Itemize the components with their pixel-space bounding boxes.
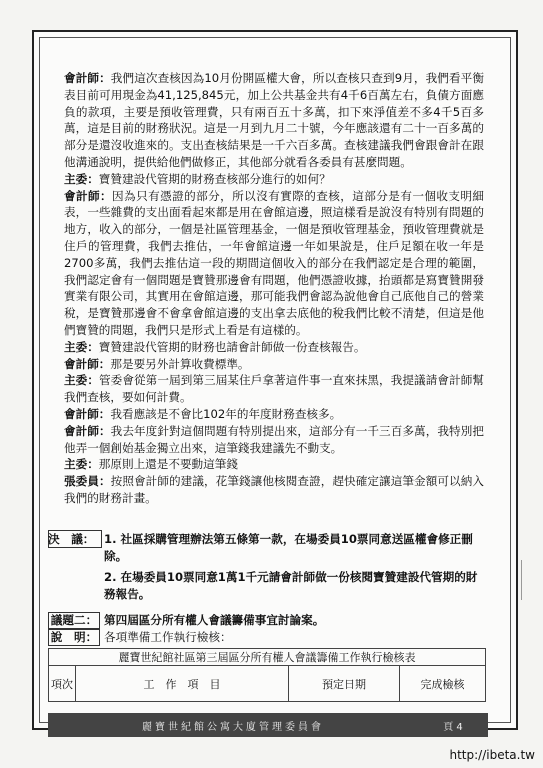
footer-bar bbox=[48, 713, 488, 737]
paragraph-text: 我看應該是不會比102年的年度財務查核多。 bbox=[110, 406, 342, 421]
minutes-paragraph bbox=[64, 473, 484, 507]
minutes-body bbox=[64, 70, 484, 507]
minutes-paragraph bbox=[64, 70, 484, 171]
speaker-label: 主委： bbox=[64, 339, 99, 354]
minutes-paragraph bbox=[64, 406, 484, 423]
agenda-item-label: 議題二： bbox=[48, 612, 100, 629]
paragraph-text: 那是要另外計算收費標準。 bbox=[110, 356, 250, 371]
minutes-paragraph bbox=[64, 456, 484, 473]
page-number: 頁 4 bbox=[443, 721, 463, 733]
agenda-item-row bbox=[48, 612, 488, 629]
paragraph-text: 因為只有憑證的部分，所以沒有實際的查核，這部分是有一個收支明細表，一些雜費的支出面看起來都是用在會館這邊，照這樣看是說沒有特別有問題的地方，收入的部分，一個是社區管理基金，一個是預收管理基金，預收管理費就是住戶的管理費，我們去推估，一年會館這邊一年如果說是，住戶足額在收一年是2700多萬，我們去推估這一段的期間這個收入的部分在我們認定是合理的範圍，我們認定會有一個問題是寶贊那邊會有問題，他們憑證收據，抬頭都是寫寶贊開發實業有限公司，其實用在會館這邊，那可能我們會認為說他會自己底他自己的營業稅，是寶贊那邊會不會拿會館這邊的支出拿去底他的稅我們比較不清楚，但這是他們寶贊的問題，我們只是形式上看是有這樣的。 bbox=[64, 188, 484, 337]
speaker-label: 會計師： bbox=[64, 356, 111, 371]
table-header-item-no: 項次 bbox=[49, 666, 76, 702]
speaker-label: 會計師： bbox=[64, 423, 111, 438]
paragraph-text: 那原則上還是不要動這筆錢 bbox=[98, 457, 238, 472]
speaker-label: 會計師： bbox=[64, 71, 111, 85]
resolution-label: 決 議： bbox=[48, 532, 95, 546]
paragraph-text: 寶贊建設代管期的財務也請會計師做一份查核報告。 bbox=[98, 339, 366, 354]
scan-edge-mark bbox=[521, 560, 528, 600]
minutes-paragraph bbox=[64, 356, 484, 373]
agenda-desc-row bbox=[48, 629, 488, 646]
watermark: http://ibeta.tw bbox=[449, 748, 535, 762]
minutes-paragraph bbox=[64, 188, 484, 339]
resolution-item: 2. 在場委員10票同意1萬1千元請會計師做一份核閱寶贊建設代管期的財務報告。 bbox=[104, 570, 478, 601]
agenda-desc-text: 各項準備工作執行檢核： bbox=[104, 630, 232, 644]
resolution-items bbox=[104, 531, 484, 607]
checklist-table-title: 麗寶世紀館社區第三屆區分所有權人會議籌備工作執行檢核表 bbox=[49, 649, 486, 666]
agenda-section bbox=[48, 612, 488, 646]
table-header-task: 工 作 項 目 bbox=[76, 666, 289, 702]
speaker-label: 會計師： bbox=[64, 188, 113, 203]
speaker-label: 主委： bbox=[64, 457, 99, 472]
resolution-item: 1. 社區採購管理辦法第五條第一款，在場委員10票同意送區權會修正刪除。 bbox=[104, 532, 473, 563]
speaker-label: 主委： bbox=[64, 171, 99, 186]
speaker-label: 主委： bbox=[64, 373, 100, 388]
paragraph-text: 管委會從第一屆到第三屆某住戶拿著這件事一直來抹黑，我提議請會計師幫我們查核，要如何計費。 bbox=[64, 373, 484, 405]
agenda-desc-label: 說 明： bbox=[48, 629, 100, 646]
paragraph-text: 按照會計師的建議，花筆錢讓他核閱查證，趕快確定讓這筆金額可以納入我們的財務計畫。 bbox=[64, 474, 484, 505]
paragraph-text: 我們這次查核因為10月份開區權大會，所以查核只查到9月，我們看平衡表目前可用現金為41,125,845元，加上公共基金共有4千6百萬左右，負債方面應負的款項，主要是預收管理費，只有兩百五十多萬，扣下來淨值差不多4千5百多萬，這是目前的財務狀況。這是一月到九月二十號，今年應該還有二十一百多萬的部分是還沒收進來的。支出查核結果是一千六百多萬。查核建議我們會跟會計在跟他溝通說明，提供給他們做修正，其他部分就看各委員有甚麼問題。 bbox=[64, 71, 484, 169]
minutes-paragraph bbox=[64, 339, 484, 356]
minutes-paragraph bbox=[64, 171, 484, 188]
table-header-date: 預定日期 bbox=[289, 666, 400, 702]
table-header-check: 完成檢核 bbox=[400, 666, 486, 702]
paragraph-text: 我去年度針對這個問題有特別提出來，這部分有一千三百多萬，我特別把他弄一個創始基金獨立出來，這筆錢我建議先不動支。 bbox=[64, 423, 484, 455]
minutes-paragraph bbox=[64, 423, 484, 457]
minutes-paragraph bbox=[64, 372, 484, 406]
footer-title: 麗寶世紀館公寓大廈管理委員會 bbox=[142, 721, 324, 733]
agenda-item-text: 第四屆區分所有權人會議籌備事宜討論案。 bbox=[104, 613, 325, 627]
speaker-label: 張委員： bbox=[64, 474, 111, 489]
speaker-label: 會計師： bbox=[64, 406, 111, 421]
paragraph-text: 寶贊建設代管期的財務查核部分進行的如何？ bbox=[98, 171, 331, 186]
checklist-table bbox=[48, 648, 486, 702]
